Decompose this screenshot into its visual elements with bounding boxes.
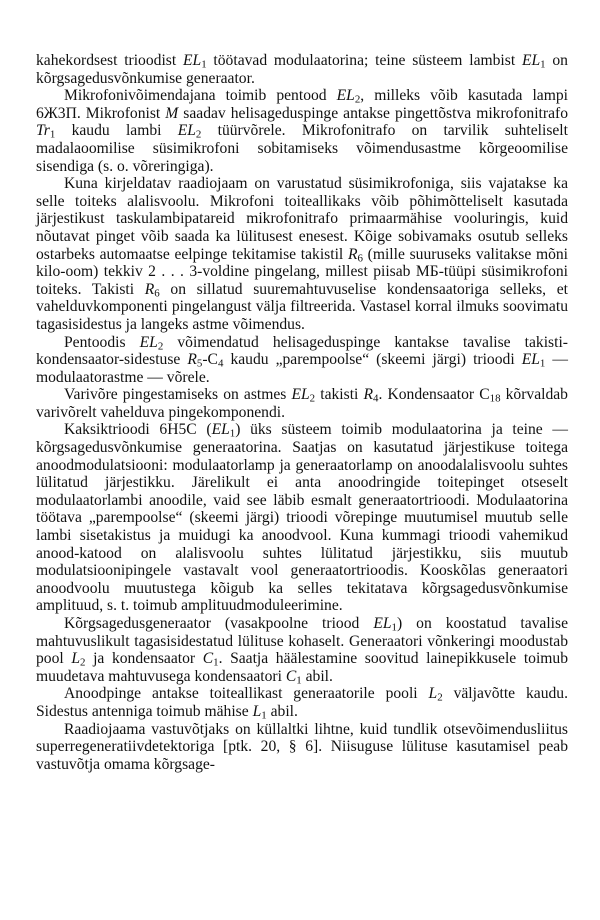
paragraph-3: Kuna kirjeldatav raadiojaam on varustatud süsimikrofoniga, siis vajatakse ka selle toiteks alalisvoolu. Mikrofoni toiteallikaks võib põhimõtteliselt kasutada järjestikust taskulambipatareid mikrofonitrafo primaarmähise vooluringis, kuid nõutavat pinget võib saada ka lülitusest enesest. Kõige sobivamaks osutub selleks ostarbeks automaatse eelpinge tekitamise takistil $R_6$ (mille suuruseks valitakse mõni kilo-oom) tekkiv 2 . . . 3-voldine pingelang, millest piisab MБ-tüüpi süsimikrofoni toiteks. Takisti $R_6$ on sillatud suuremahtuvuselise kondensaatoriga selleks, et vahelduvkomponenti pingelangust välja filtreerida. Vastasel korral ilmuks soovimatu tagasisidestus ja langeks astme võimendus. xyxy=(36,175,569,333)
paragraph-6: Kaksiktrioodi 6H5C $(EL_1)$ üks süsteem toimib modulaatorina ja teine — kõrgsagedusvõnkumise generaatorina. Saatjas on kasutatud järjestikuse toitega anoodmodulatsiooni: modulaatorlamp ja generaatorlamp on anoodalalisvoolu suhtes lülitatud järjestikku. Järelikult ei anta anoodringide toitepinget otseselt modulaatorlambi anoodile, vaid see läbib esmalt generaatortrioodi. Modulaatorina töötava „parempoolse“ (skeemi järgi) trioodi võrepinge muutumisel muutub selle lambi sisetakistus ja muidugi ka anoodvool. Kuna kummagi trioodi vahemikud anood-katood on alalisvoolu suhtes lülitatud järjestikku, siis muutub modulatsioonipingele vastavalt vool generaatortrioodis. Kooskõlas generaatori anoodvoolu muutustega kõigub ka selles tekitatava kõrgsagedusvõnkumise amplituud, s. t. toimub amplituudmoduleerimine. xyxy=(36,421,568,615)
paragraph-7: Kõrgsagedusgeneraator (vasakpoolne triood $EL_1$) on koostatud tavalise mahtuvuslikult tagasisidestatud lülituse kohaselt. Generaatori võnkeringi moodustab pool $L_2$ ja kondensaator $C_1$. Saatja häälestamine soovitud lainepikkusele toimub muudetava mahtuvusega kondensaatori $C_1$ abil. xyxy=(36,615,569,687)
paragraph-1: kahekordsest trioodist $EL_1$ töötavad modulaatorina; teine süsteem lambist $EL_1$ on kõrgsagedusvõnkumise generaator. xyxy=(36,52,568,87)
document-page xyxy=(36,52,568,773)
paragraph-5: Varivõre pingestamiseks on astmes $EL_2$ takisti $R_4$. Kondensaator $C_{18}$ kõrvaldab varivõrelt vahelduva pingekomponendi. xyxy=(36,386,568,421)
paragraph-8: Anoodpinge antakse toiteallikast generaatorile pooli $L_2$ väljavõtte kaudu. Sidestus antenniga toimub mähise $L_1$ abil. xyxy=(36,685,568,722)
paragraph-4: Pentoodis $EL_2$ võimendatud helisageduspinge kantakse tavalise takisti-kondensaator-sidestuse $R_5-C_4$ kaudu „parempoolse“ (skeemi järgi) trioodi $EL_1$ — modulaatorastme — võrele. xyxy=(36,333,568,386)
paragraph-9: Raadiojaama vastuvõtjaks on küllaltki lihtne, kuid tundlik otsevõimendusliitus superregeneratiivdetektoriga [ptk. 20, § 6]. Niisuguse lülituse kasutamisel peab vastuvõtja omama kõrgsage- xyxy=(36,720,568,773)
paragraph-2: Mikrofonivõimendajana toimib pentood $EL_2$, milleks võib kasutada lampi 6Ж3П. Mikrofonist M saadav helisageduspinge antakse pingettõstva mikrofonitrafo $Tr_1$ kaudu lambi $EL_2$ tüürvõrele. Mikrofonitrafo on tarvilik suhteliselt madalaoomilise süsimikrofoni sobitamiseks võimendusastme kõrgeoomilise sisendiga (s. o. võreringiga). xyxy=(36,87,568,175)
